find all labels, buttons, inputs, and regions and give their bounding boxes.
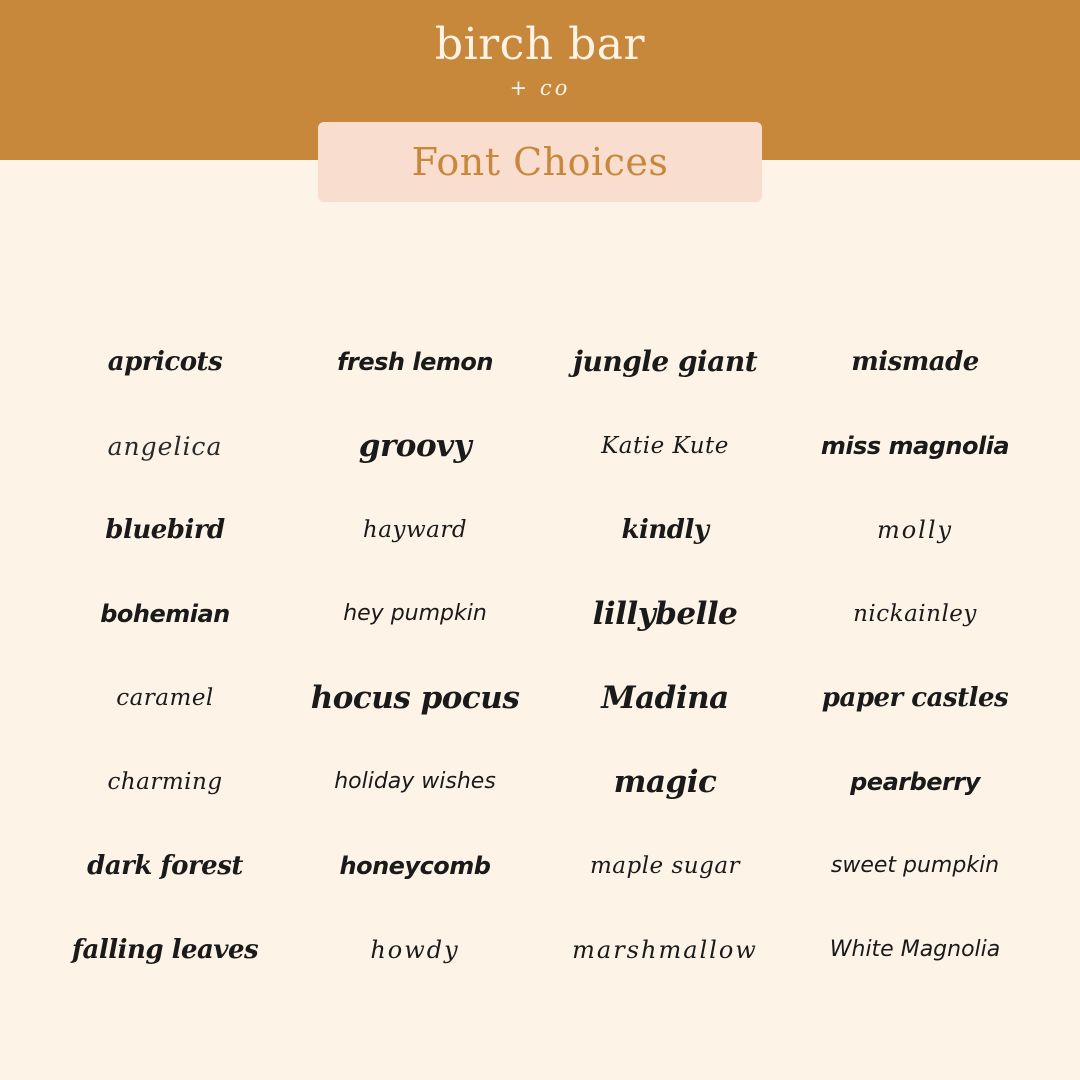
font-sample[interactable]: mismade bbox=[851, 347, 979, 377]
font-sample[interactable]: groovy bbox=[358, 427, 472, 464]
font-sample[interactable]: Madina bbox=[601, 679, 729, 716]
font-sample[interactable]: howdy bbox=[370, 936, 460, 964]
font-sample[interactable]: maple sugar bbox=[589, 852, 741, 879]
font-sample[interactable]: hayward bbox=[362, 516, 468, 543]
font-sample[interactable]: nickainley bbox=[853, 600, 977, 627]
page-title: Font Choices bbox=[411, 140, 669, 184]
font-sample[interactable]: bohemian bbox=[100, 600, 230, 628]
brand-title: birch bar bbox=[434, 19, 646, 70]
font-sample[interactable]: marshmallow bbox=[572, 936, 758, 964]
font-sample[interactable]: dark forest bbox=[87, 851, 243, 881]
font-sample[interactable]: bluebird bbox=[105, 515, 225, 545]
font-sample[interactable]: jungle giant bbox=[572, 345, 758, 378]
font-sample[interactable]: fresh lemon bbox=[337, 348, 493, 376]
brand-subtitle: + co bbox=[509, 76, 571, 100]
font-sample-grid bbox=[40, 320, 1040, 992]
font-sample[interactable]: falling leaves bbox=[71, 935, 259, 965]
font-sample[interactable]: honeycomb bbox=[339, 852, 491, 880]
font-sample[interactable]: holiday wishes bbox=[334, 769, 496, 794]
font-sample[interactable]: caramel bbox=[116, 684, 214, 711]
font-sample[interactable]: Katie Kute bbox=[601, 432, 729, 459]
font-sample[interactable]: magic bbox=[613, 763, 717, 800]
font-sample[interactable]: miss magnolia bbox=[820, 432, 1010, 460]
font-sample[interactable]: molly bbox=[876, 516, 954, 544]
font-sample[interactable]: pearberry bbox=[850, 768, 980, 796]
font-sample[interactable]: angelica bbox=[107, 431, 223, 461]
title-card bbox=[318, 122, 762, 202]
font-sample[interactable]: hocus pocus bbox=[310, 679, 520, 716]
font-sample[interactable]: White Magnolia bbox=[829, 937, 1001, 962]
font-sample[interactable]: apricots bbox=[107, 347, 223, 377]
font-sample[interactable]: charming bbox=[107, 768, 223, 795]
font-sample[interactable]: hey pumpkin bbox=[343, 601, 487, 626]
font-sample[interactable]: lillybelle bbox=[592, 595, 738, 632]
font-sample[interactable]: sweet pumpkin bbox=[830, 853, 1000, 878]
font-sample[interactable]: kindly bbox=[621, 515, 709, 545]
font-sample[interactable]: paper castles bbox=[821, 683, 1009, 713]
